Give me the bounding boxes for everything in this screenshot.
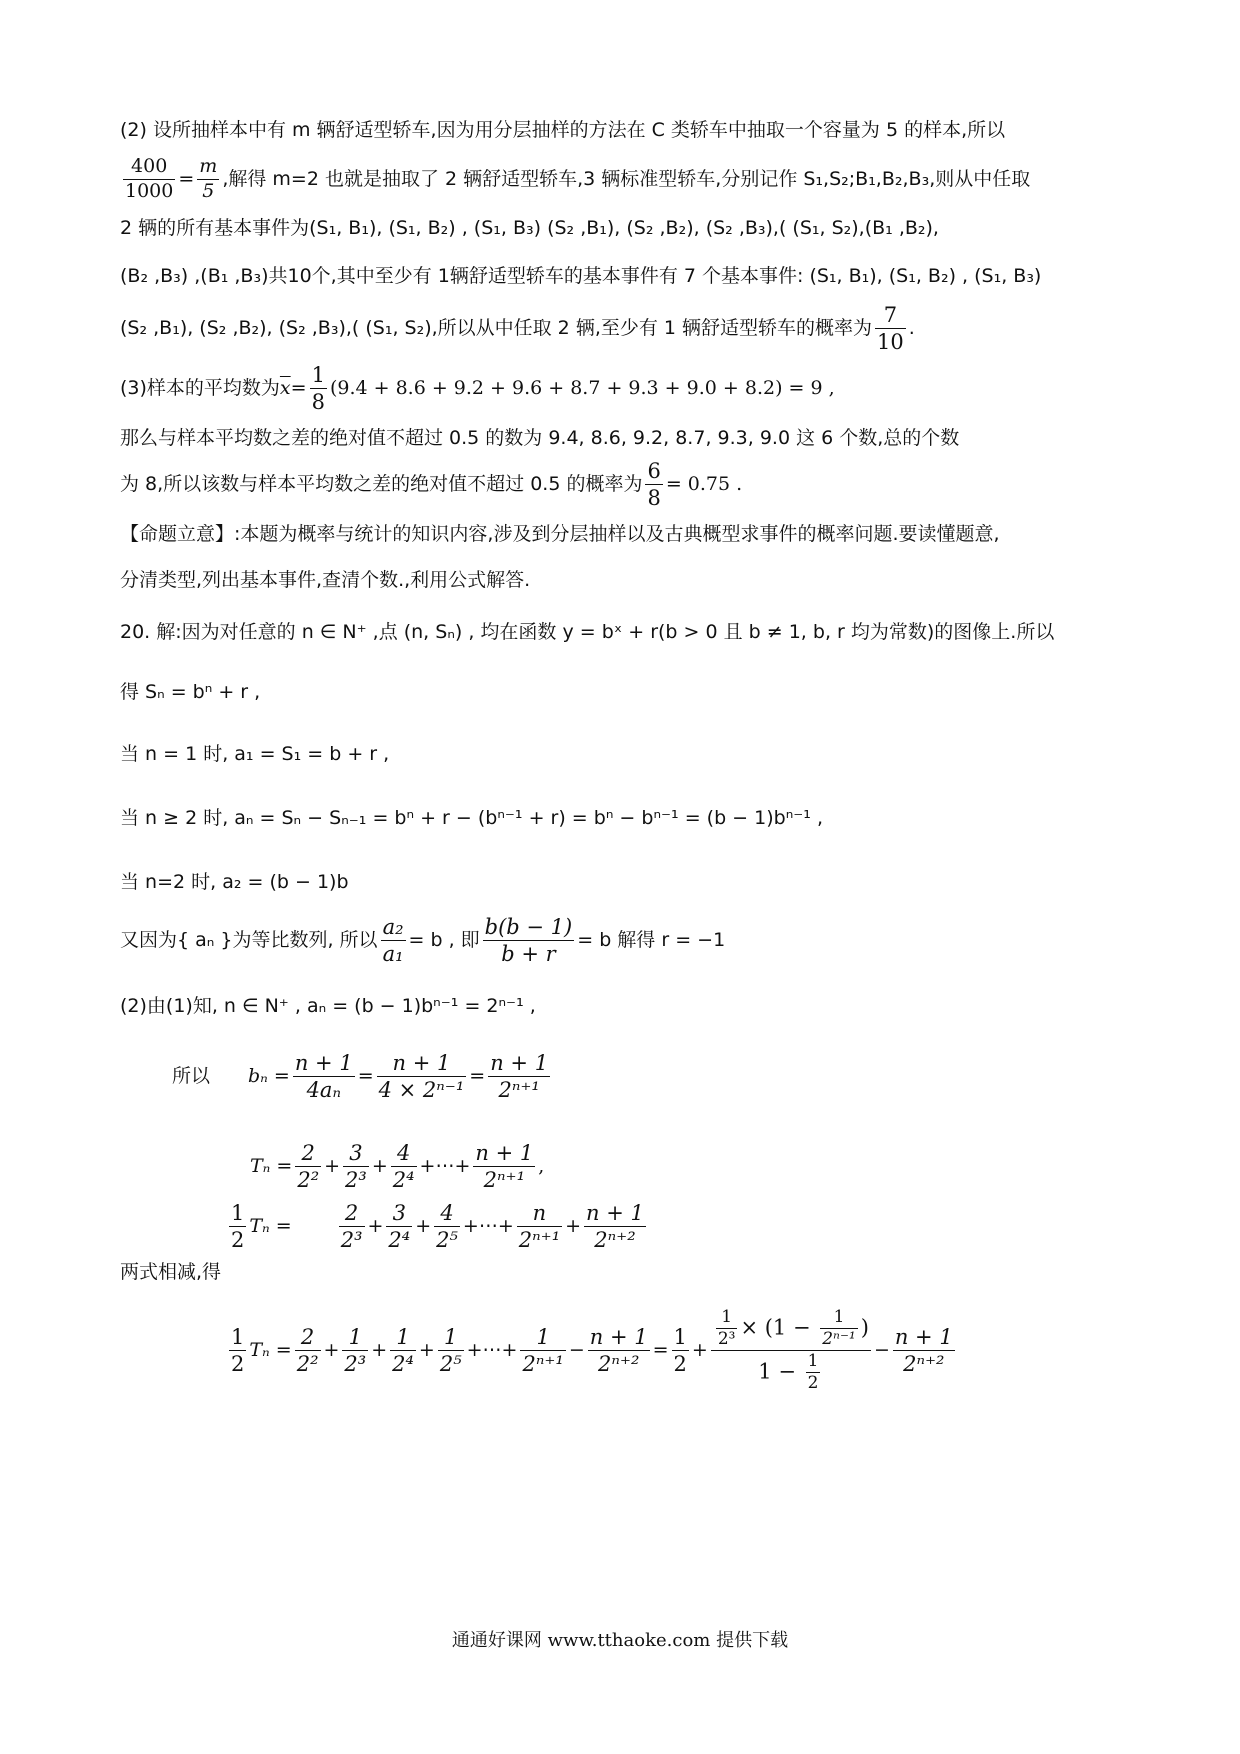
fraction-half: $\frac{1}{2}$ bbox=[673, 1324, 687, 1376]
text: 20. 解:因为对任意的 n ∈ N⁺ ,点 (n, Sₙ) , 均在函数 y = bˣ + r(b > 0 且 b ≠ 1, b, r 均为常数)的图像上.所以 bbox=[120, 621, 1055, 643]
text: ) bbox=[860, 1314, 869, 1339]
equals: = bbox=[178, 168, 195, 190]
part2-line3 bbox=[120, 214, 1130, 242]
numerator: n + 1 bbox=[588, 1324, 650, 1351]
denominator: b + r bbox=[501, 942, 556, 966]
operator: + bbox=[418, 1339, 435, 1361]
term-fraction bbox=[438, 1324, 464, 1378]
text: 所以 bbox=[172, 1065, 211, 1087]
x-bar: $\overline{x}$ bbox=[279, 377, 291, 399]
term-fraction bbox=[473, 1140, 535, 1194]
numerator: 3 bbox=[343, 1140, 369, 1167]
text: 2 辆的所有基本事件为(S₁, B₁), (S₁, B₂) , (S₁, B₃) (S₂ ,B₁), (S₂ ,B₂), (S₂ ,B₃),( (S₁, S₂),(B₁ ,B₂), bbox=[120, 217, 939, 239]
denominator: 2⁴ bbox=[388, 1228, 411, 1252]
denominator: 8 bbox=[647, 486, 661, 510]
fraction-compound: $\frac{1}{\text{2³}}$ × (1 − $\frac{1}{\text{2ⁿ⁻¹}}$ ) 1 − $\frac{1}{2}$ bbox=[711, 1307, 871, 1395]
denominator: a₁ bbox=[382, 942, 404, 966]
diff-terms bbox=[292, 1324, 569, 1376]
operator: + bbox=[501, 1339, 518, 1361]
denominator: 2ⁿ⁺² bbox=[903, 1352, 945, 1376]
operator: ⋯ bbox=[435, 1155, 455, 1177]
operator: ⋯ bbox=[482, 1339, 502, 1361]
numerator: n + 1 bbox=[893, 1324, 955, 1351]
text: 当 n=2 时, a₂ = (b − 1)b bbox=[120, 871, 349, 893]
numerator: 400 bbox=[123, 155, 175, 180]
numerator: m bbox=[197, 155, 219, 180]
numerator: n + 1 bbox=[293, 1050, 355, 1077]
numerator: 6 bbox=[645, 458, 662, 485]
operator: + bbox=[367, 1215, 384, 1237]
denominator: 4aₙ bbox=[306, 1078, 341, 1102]
denominator: 2² bbox=[296, 1352, 319, 1376]
denominator: 4 × 2ⁿ⁻¹ bbox=[378, 1078, 465, 1102]
q20-line5 bbox=[120, 868, 1130, 896]
fraction-1-8 bbox=[310, 362, 327, 416]
text: . bbox=[908, 317, 915, 339]
text: (2)由(1)知, n ∈ N⁺ , aₙ = (b − 1)bⁿ⁻¹ = 2ⁿ⁻¹ , bbox=[120, 995, 536, 1017]
tn-lhs: Tₙ = bbox=[249, 1339, 292, 1361]
fraction-6-8 bbox=[645, 458, 662, 512]
part2-line5 bbox=[120, 300, 1130, 356]
term-fraction bbox=[342, 1324, 368, 1378]
denominator: 2ⁿ⁺¹ bbox=[522, 1352, 564, 1376]
denominator: 8 bbox=[311, 390, 325, 414]
fraction-400-1000 bbox=[123, 155, 175, 204]
operator: + bbox=[371, 1155, 388, 1177]
fraction bbox=[488, 1050, 550, 1104]
numerator: 2 bbox=[295, 1324, 321, 1351]
fraction-7-10 bbox=[875, 302, 906, 356]
text: (3)样本的平均数为 bbox=[120, 377, 280, 399]
text: (2) 设所抽样本中有 m 辆舒适型轿车,因为用分层抽样的方法在 C 类轿车中抽取一个容量为 5 的样本,所以 bbox=[120, 119, 1006, 141]
denominator: 2³ bbox=[345, 1168, 367, 1192]
part2-line4 bbox=[120, 262, 1130, 290]
intent-line2 bbox=[120, 566, 1130, 594]
numerator: a₂ bbox=[381, 914, 406, 941]
denominator: 2³ bbox=[340, 1228, 363, 1252]
text: 当 n ≥ 2 时, aₙ = Sₙ − Sₙ₋₁ = bⁿ + r − (bⁿ⁻¹ + r) = bⁿ − bⁿ⁻¹ = (b − 1)bⁿ⁻¹ , bbox=[120, 807, 823, 829]
fraction bbox=[293, 1050, 355, 1104]
equals: = bbox=[290, 377, 307, 399]
numerator: 4 bbox=[434, 1200, 460, 1227]
numerator: 3 bbox=[386, 1200, 412, 1227]
text: (S₂ ,B₁), (S₂ ,B₂), (S₂ ,B₃),( (S₁, S₂),所以从中任取 2 辆,至少有 1 辆舒适型轿车的概率为 bbox=[120, 317, 873, 339]
fraction-a2-a1 bbox=[381, 914, 406, 968]
half-tn-formula bbox=[226, 1196, 1130, 1256]
half-tn-lhs: Tₙ = bbox=[249, 1215, 292, 1237]
term-fraction bbox=[391, 1140, 417, 1194]
text: ,解得 m=2 也就是抽取了 2 辆舒适型轿车,3 辆标准型轿车,分别记作 S₁,S₂;B₁,B₂,B₃,则从中任取 bbox=[222, 168, 1031, 190]
text: 又因为{ aₙ }为等比数列, 所以 bbox=[120, 929, 378, 951]
term-fraction bbox=[520, 1324, 565, 1378]
numerator: 1 bbox=[342, 1324, 368, 1351]
q20-line1 bbox=[120, 618, 1130, 646]
term-fraction bbox=[339, 1200, 365, 1254]
tn-formula: Tₙ = $\frac{2}{\text{2²}}$ + $\frac{3}{\text{2³}}$ + $\frac{4}{\text{2⁴}}$ +⋯+ $\frac{n + 1}{\text{2ⁿ⁺¹}}$ , bbox=[250, 1140, 545, 1192]
operator: + bbox=[415, 1215, 432, 1237]
text: 分清类型,列出基本事件,查清个数.,利用公式解答. bbox=[120, 569, 531, 591]
denominator: 2³ bbox=[344, 1352, 367, 1376]
operator: ⋯ bbox=[478, 1215, 498, 1237]
term-fraction bbox=[295, 1140, 321, 1194]
denominator: 1000 bbox=[125, 180, 174, 202]
footer: 通通好课网 www.tthaoke.com 提供下载 bbox=[451, 1630, 789, 1651]
operator: + bbox=[466, 1339, 483, 1361]
text: (B₂ ,B₃) ,(B₁ ,B₃)共10个,其中至少有 1辆舒适型轿车的基本事件有 7 个基本事件: (S₁, B₁), (S₁, B₂) , (S₁, B₃) bbox=[120, 265, 1042, 287]
numerator: n + 1 bbox=[473, 1140, 535, 1167]
numerator: 1 bbox=[520, 1324, 565, 1351]
denominator: 2⁵ bbox=[439, 1352, 462, 1376]
numerator: b(b − 1) bbox=[483, 914, 575, 941]
numerator: n + 1 bbox=[488, 1050, 550, 1077]
denominator: 2⁴ bbox=[392, 1352, 414, 1376]
bn-formula: 所以 bₙ = $\frac{n + 1}{\text{4aₙ}}$ = $\frac{n + 1}{\text{4 × 2ⁿ⁻¹}}$ = $\frac{n + 1}{\text{2ⁿ⁺¹}}$ bbox=[172, 1050, 549, 1102]
denominator: 2ⁿ⁺¹ bbox=[498, 1078, 540, 1102]
part2-line2 bbox=[120, 154, 1130, 204]
fraction-last bbox=[588, 1324, 650, 1378]
part3-line2 bbox=[120, 424, 1130, 452]
term-fraction bbox=[386, 1200, 412, 1254]
fraction bbox=[377, 1050, 467, 1104]
denominator: 2⁴ bbox=[392, 1168, 415, 1192]
text: 当 n = 1 时, a₁ = S₁ = b + r , bbox=[120, 743, 390, 765]
numerator: 2 bbox=[339, 1200, 365, 1227]
text: × (1 − bbox=[740, 1314, 818, 1339]
term-fraction bbox=[390, 1324, 416, 1378]
q20-line2 bbox=[120, 678, 1130, 706]
numerator: 1 bbox=[310, 362, 327, 389]
denominator: 2ⁿ⁺² bbox=[594, 1228, 636, 1252]
term-fraction bbox=[434, 1200, 460, 1254]
operator: + bbox=[371, 1339, 388, 1361]
numerator: 4 bbox=[391, 1140, 417, 1167]
numerator: 1 bbox=[438, 1324, 464, 1351]
numerator: 2 bbox=[295, 1140, 321, 1167]
subtract-line bbox=[120, 1258, 1130, 1286]
denominator: 5 bbox=[202, 180, 215, 202]
term-fraction bbox=[517, 1200, 562, 1254]
denominator: 2ⁿ⁺¹ bbox=[483, 1168, 525, 1192]
intent-line1 bbox=[120, 520, 1130, 548]
numerator: n bbox=[517, 1200, 562, 1227]
text: 那么与样本平均数之差的绝对值不超过 0.5 的数为 9.4, 8.6, 9.2, 8.7, 9.3, 9.0 这 6 个数,总的个数 bbox=[120, 427, 960, 449]
tn-lhs: Tₙ = bbox=[250, 1155, 293, 1177]
operator: + bbox=[323, 1339, 340, 1361]
term-fraction bbox=[584, 1200, 646, 1254]
denominator: 2⁵ bbox=[436, 1228, 458, 1252]
q20-line3 bbox=[120, 740, 1130, 768]
term-fraction bbox=[295, 1324, 321, 1378]
fraction-half: $\frac{1}{2}$ bbox=[231, 1200, 245, 1252]
text: 为 8,所以该数与样本平均数之差的绝对值不超过 0.5 的概率为 bbox=[120, 473, 643, 495]
operator: + bbox=[565, 1215, 582, 1237]
fraction-half: $\frac{1}{2}$ bbox=[231, 1324, 245, 1376]
text: = b 解得 r = −1 bbox=[577, 929, 726, 951]
denominator: 10 bbox=[877, 330, 904, 354]
part2-line1 bbox=[120, 116, 1130, 144]
q20-line4 bbox=[120, 804, 1130, 832]
numerator: 1 bbox=[390, 1324, 416, 1351]
numerator: n + 1 bbox=[377, 1050, 467, 1077]
text: 得 Sₙ = bⁿ + r , bbox=[120, 681, 261, 703]
part3-line1 bbox=[120, 360, 1130, 416]
denominator: 2ⁿ⁺² bbox=[597, 1352, 640, 1376]
operator: + bbox=[419, 1155, 436, 1177]
diff-formula: $\frac{1}{2}$ Tₙ = $\frac{2}{\text{2²}}$ + $\frac{1}{\text{2³}}$ + $\frac{1}{\text{2⁴}}$ + $\frac{1}{\text{2⁵}}$ +⋯+ $\frac{1}{\text{2ⁿ⁺¹}}$ − $\frac{n + 1}{\text{2ⁿ⁺²}}$ = $\frac{1}{2}$ + $\frac{1}{\text{2³}}$ × (1 − $\frac{1}{\text{2ⁿ⁻¹}}$ ) 1 − $\frac{1}{2}$ − $\frac{n + 1}{\text{2ⁿ⁺²}}$ bbox=[231, 1306, 953, 1394]
q20-2-line1 bbox=[120, 992, 1130, 1020]
text: 【命题立意】:本题为概率与统计的知识内容,涉及到分层抽样以及古典概型求事件的概率问题.要读懂题意, bbox=[120, 523, 1000, 545]
operator: + bbox=[454, 1155, 471, 1177]
operator: + bbox=[462, 1215, 479, 1237]
denominator: 2² bbox=[297, 1168, 320, 1192]
mean-expression: (9.4 + 8.6 + 9.2 + 9.6 + 8.7 + 9.3 + 9.0 + 8.2) = 9 , bbox=[329, 377, 835, 399]
numerator: n + 1 bbox=[584, 1200, 646, 1227]
text: 1 − bbox=[758, 1359, 803, 1384]
text: = 0.75 . bbox=[665, 473, 743, 495]
denominator: 2ⁿ⁺¹ bbox=[518, 1228, 561, 1252]
operator: + bbox=[497, 1215, 514, 1237]
q20-line6 bbox=[120, 910, 1130, 970]
operator: + bbox=[324, 1155, 341, 1177]
term-fraction bbox=[343, 1140, 369, 1194]
part3-line3 bbox=[120, 456, 1130, 512]
text: = b , 即 bbox=[408, 929, 480, 951]
text: 两式相减,得 bbox=[120, 1261, 222, 1283]
fraction-last bbox=[893, 1324, 955, 1378]
bn-lhs: bₙ = bbox=[248, 1065, 290, 1087]
fraction-bb1-br bbox=[483, 914, 575, 968]
fraction-m-5 bbox=[197, 155, 219, 204]
numerator: 7 bbox=[875, 302, 906, 329]
half-terms bbox=[336, 1200, 649, 1252]
